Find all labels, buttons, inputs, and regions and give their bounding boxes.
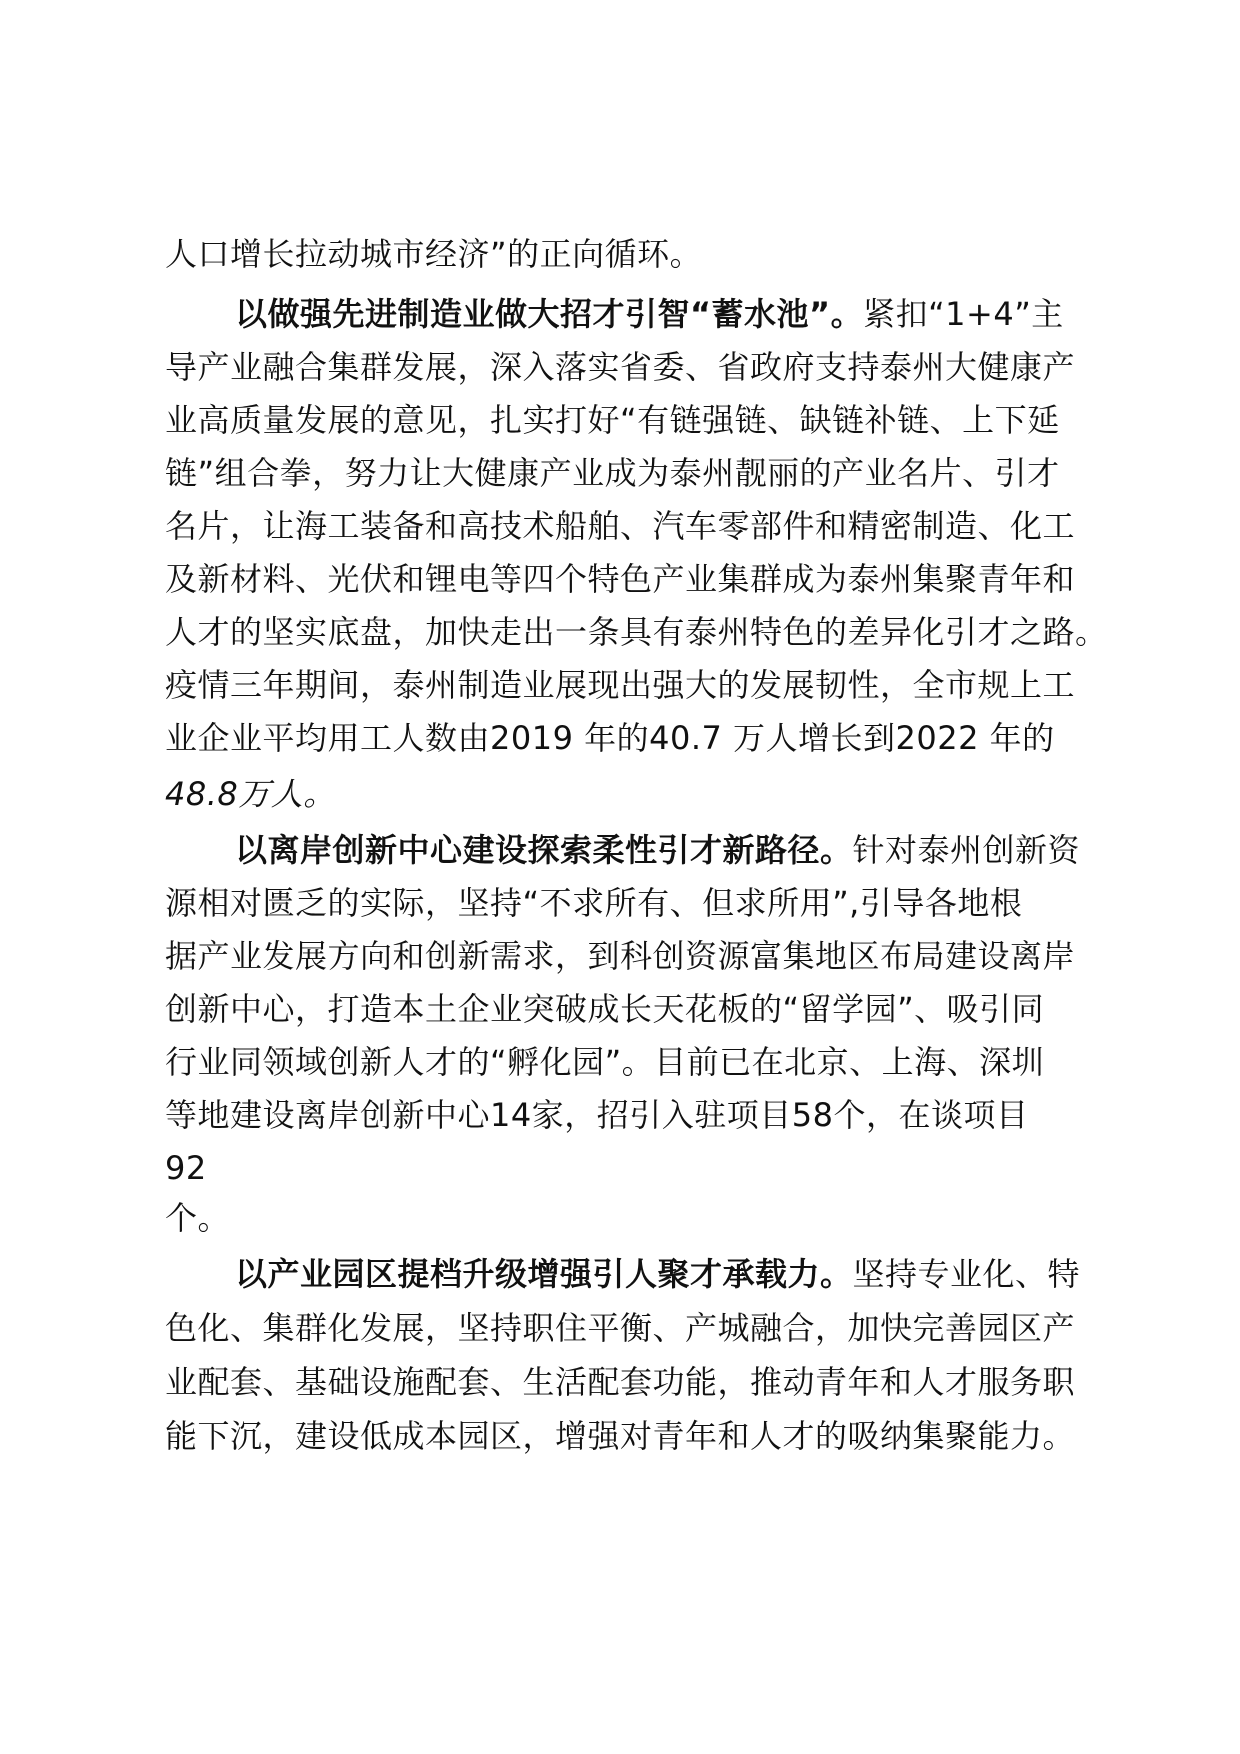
- text-line: [165, 390, 1125, 450]
- text-line: [165, 602, 1125, 662]
- text-line: [165, 549, 1125, 609]
- line-text: 业配套、基础设施配套、生活配套功能，推动青年和人才服务职: [165, 1363, 1076, 1401]
- text-line: [165, 926, 1125, 986]
- line-text: 人口增长拉动城市经济”的正向循环。: [165, 235, 703, 273]
- text-line: [165, 764, 1125, 824]
- line-text: 等地建设离岸创新中心14家，招引入驻项目58个，在谈项目: [165, 1096, 1029, 1134]
- line-text: 48.8万人。: [165, 775, 336, 813]
- line-text: 个。: [165, 1199, 231, 1237]
- line-text: 紧扣“1+4”主: [863, 295, 1064, 333]
- text-line: [165, 443, 1125, 503]
- text-line: [165, 1406, 1125, 1466]
- line-text: 创新中心，打造本土企业突破成长天花板的“留学园”、吸引同: [165, 990, 1045, 1028]
- text-line: [165, 1352, 1125, 1412]
- paragraph-first-line: [235, 820, 1125, 880]
- text-line: [165, 1085, 1125, 1145]
- line-text: 名片，让海工装备和高技术船舶、汽车零部件和精密制造、化工: [165, 507, 1076, 545]
- line-text: 色化、集群化发展，坚持职住平衡、产城融合，加快完善园区产: [165, 1309, 1076, 1347]
- text-line: [165, 496, 1125, 556]
- text-line: [165, 1032, 1125, 1092]
- line-text: 业高质量发展的意见，扎实打好“有链强链、缺链补链、上下延: [165, 401, 1060, 439]
- line-text: 坚持专业化、特: [852, 1255, 1081, 1293]
- paragraph-heading: 以离岸创新中心建设探索柔性引才新路径。: [235, 831, 853, 869]
- text-line: [165, 1188, 1125, 1248]
- line-text: 业企业平均用工人数由2019 年的40.7 万人增长到2022 年的: [165, 719, 1055, 757]
- paragraph-first-line: [235, 1244, 1125, 1304]
- paragraph-heading: 以产业园区提档升级增强引人聚才承载力。: [235, 1255, 853, 1293]
- line-text: 针对泰州创新资: [852, 831, 1081, 869]
- text-line: [165, 224, 1125, 284]
- line-text: 导产业融合集群发展，深入落实省委、省政府支持泰州大健康产: [165, 348, 1076, 386]
- text-line: [165, 708, 1125, 768]
- text-line: [165, 979, 1125, 1039]
- text-line: [165, 873, 1125, 933]
- text-line: [165, 1298, 1125, 1358]
- line-text: 链”组合拳，努力让大健康产业成为泰州靓丽的产业名片、引才: [165, 454, 1060, 492]
- line-text: 能下沉，建设低成本园区，增强对青年和人才的吸纳集聚能力。: [165, 1417, 1076, 1455]
- line-text: 行业同领域创新人才的“孵化园”。目前已在北京、上海、深圳: [165, 1043, 1045, 1081]
- line-text: 疫情三年期间，泰州制造业展现出强大的发展韧性，全市规上工: [165, 666, 1076, 704]
- paragraph-first-line: [235, 284, 1125, 344]
- text-line: [165, 337, 1125, 397]
- line-text: 人才的坚实底盘，加快走出一条具有泰州特色的差异化引才之路。: [165, 613, 1108, 651]
- line-text: 源相对匮乏的实际，坚持“不求所有、但求所用”,引导各地根: [165, 884, 1023, 922]
- line-text: 及新材料、光伏和锂电等四个特色产业集群成为泰州集聚青年和: [165, 560, 1076, 598]
- paragraph-heading: 以做强先进制造业做大招才引智“蓄水池”。: [235, 295, 864, 333]
- text-line: [165, 655, 1125, 715]
- line-text: 据产业发展方向和创新需求，到科创资源富集地区布局建设离岸: [165, 937, 1076, 975]
- line-text: 92: [165, 1149, 207, 1187]
